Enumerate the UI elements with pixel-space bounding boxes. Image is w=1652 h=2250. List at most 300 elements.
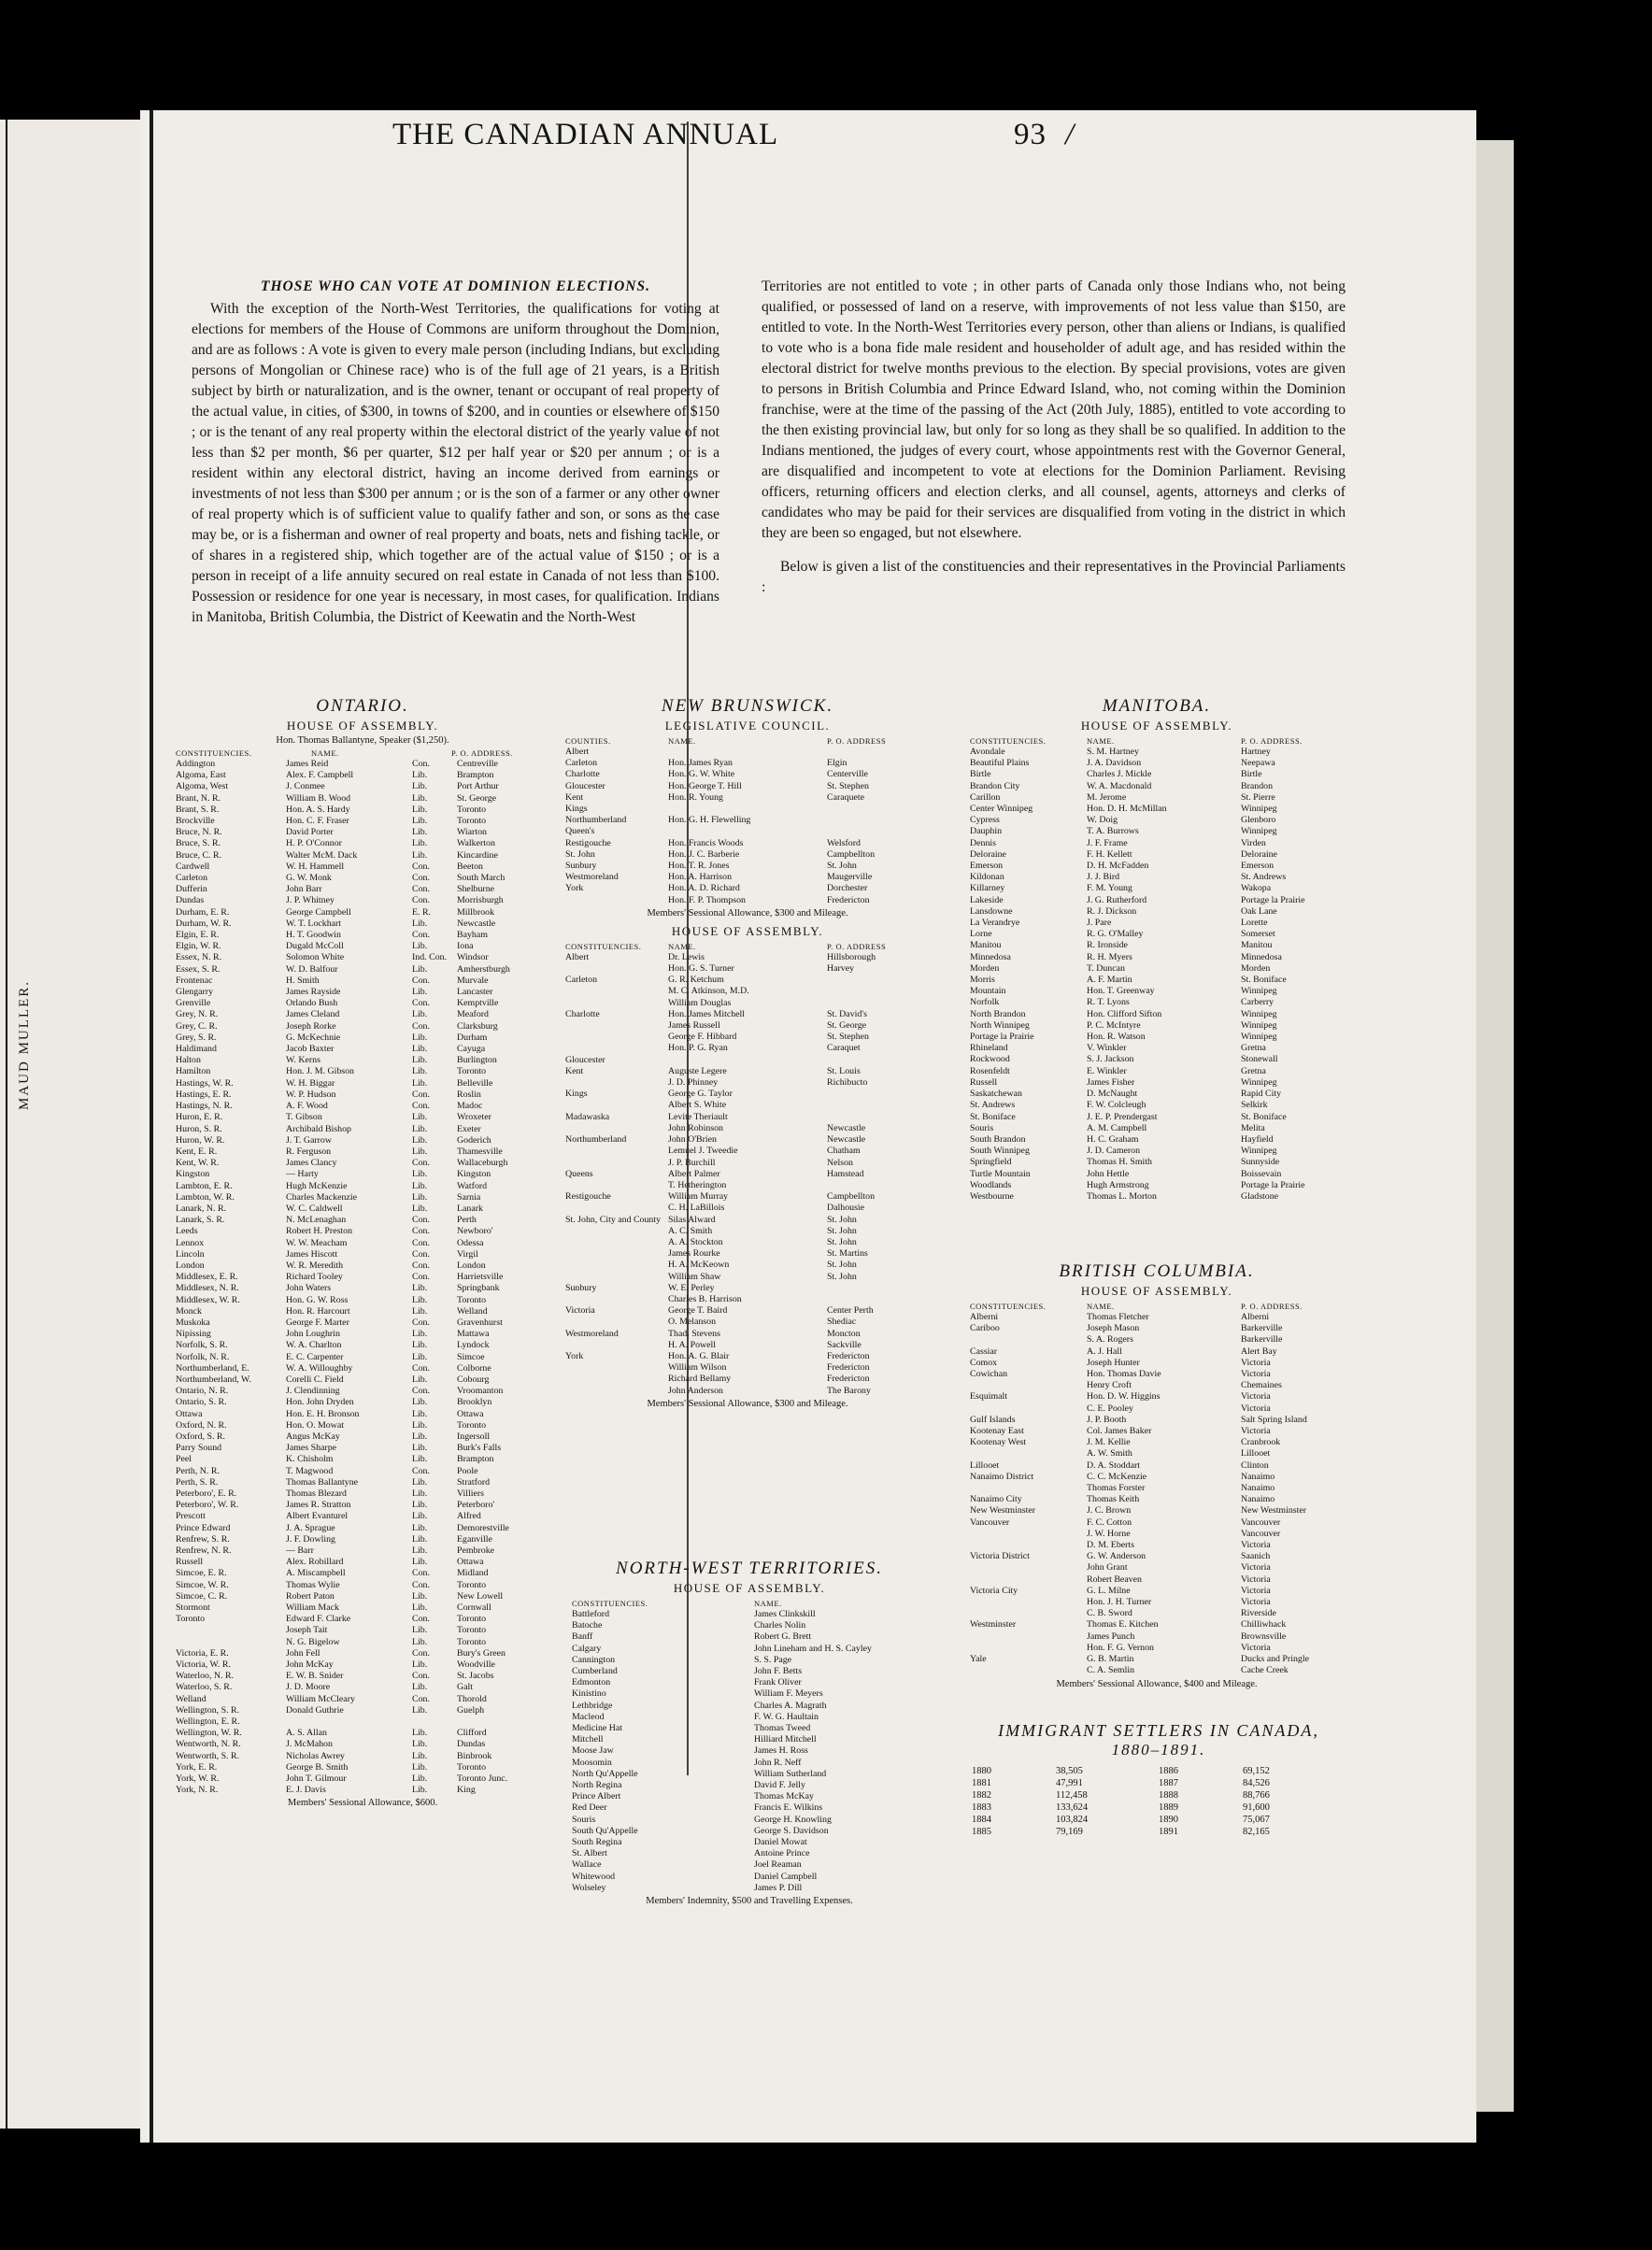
table-cell: R. H. Myers — [1087, 951, 1132, 962]
table-cell: Bruce, C. R. — [176, 849, 222, 861]
table-cell: John F. Betts — [754, 1666, 803, 1677]
table-row — [970, 906, 1344, 918]
table-cell: Con. — [412, 975, 430, 986]
table-cell: Elgin, W. R. — [176, 941, 221, 952]
table-row — [572, 1802, 927, 1814]
table-row — [176, 793, 549, 805]
table-row — [176, 919, 549, 930]
table-cell: Charles Nolin — [754, 1620, 806, 1631]
table-cell: 112,458 — [1056, 1790, 1088, 1801]
table-cell: Walter McM. Dack — [286, 849, 358, 861]
table-cell: Newcastle — [827, 1122, 866, 1133]
table-cell: 79,169 — [1056, 1827, 1083, 1837]
table-cell: Hilliard Mitchell — [754, 1734, 817, 1745]
table-cell: Rosenfeldt — [970, 1065, 1010, 1076]
margin-label: MAUD MULLER. — [17, 980, 32, 1110]
table-cell: Charles Mackenzie — [286, 1191, 357, 1203]
table-row — [572, 1826, 927, 1837]
table-cell: St. George — [457, 792, 497, 804]
table-cell: Richard Bellamy — [668, 1374, 732, 1385]
table-row — [970, 952, 1344, 963]
table-cell: St. Boniface — [1241, 1111, 1287, 1122]
table-cell: E. Winkler — [1087, 1065, 1127, 1076]
table-cell: Kent, E. R. — [176, 1146, 218, 1157]
table-cell: R. J. Dickson — [1087, 905, 1137, 917]
table-cell: Brampton — [457, 1454, 494, 1465]
table-cell: Lib. — [412, 804, 428, 815]
table-row — [565, 1329, 930, 1340]
table-row — [970, 1654, 1344, 1665]
table-row — [970, 1586, 1344, 1597]
table-cell — [827, 1180, 930, 1191]
table-row — [176, 873, 549, 884]
table-cell: St. Martins — [827, 1248, 868, 1260]
table-cell: Lib. — [412, 792, 428, 804]
table-row — [970, 1112, 1344, 1123]
table-cell: Birtle — [1241, 769, 1262, 780]
table-cell: St. Stephen — [827, 780, 869, 791]
table-row — [565, 1272, 930, 1283]
table-cell: Portage la Prairie — [970, 1032, 1034, 1043]
table-row — [176, 1317, 549, 1329]
table-cell: Murvale — [457, 975, 489, 986]
table-cell — [565, 963, 668, 975]
table-cell: Con. — [412, 1568, 430, 1579]
table-cell: J. D. Phinney — [668, 1077, 719, 1089]
table-cell: V. Winkler — [1087, 1043, 1127, 1054]
table-cell: Medicine Hat — [572, 1723, 623, 1734]
table-cell — [565, 1146, 668, 1157]
table-cell: Durham, W. R. — [176, 918, 232, 929]
table-cell: James Punch — [1087, 1631, 1135, 1642]
table-row — [565, 1112, 930, 1123]
table-cell: A. M. Campbell — [1087, 1122, 1147, 1133]
table-cell: Robert Beaven — [1087, 1574, 1142, 1585]
table-cell: Maugerville — [827, 872, 873, 883]
table-cell: Lib. — [412, 1443, 428, 1454]
table-cell: Oxford, N. R. — [176, 1419, 227, 1431]
table-row — [176, 1682, 549, 1693]
table-cell: Con. — [412, 1158, 430, 1169]
table-cell: Clifford — [457, 1728, 487, 1739]
table-cell: John Hettle — [1087, 1168, 1130, 1179]
table-cell: Moncton — [827, 1328, 861, 1339]
table-cell: James Fisher — [1087, 1076, 1135, 1088]
table-cell: Northumberland, W. — [176, 1374, 251, 1385]
table-cell — [565, 1260, 668, 1271]
table-row — [572, 1883, 927, 1894]
table-cell: Ind. Con. — [412, 952, 448, 963]
table-cell: Victoria — [1241, 1357, 1271, 1368]
table-cell: Mountain — [970, 986, 1006, 997]
table-cell: Con. — [412, 895, 430, 906]
table-cell: Hon. A. Harrison — [668, 872, 733, 883]
table-row — [176, 1021, 549, 1032]
table-cell — [970, 1643, 1087, 1654]
table-row — [970, 792, 1344, 804]
table-cell: Bayham — [457, 930, 488, 941]
table-row — [176, 816, 549, 827]
table-row — [565, 895, 930, 906]
table-cell: Con. — [412, 861, 430, 872]
table-cell: Victoria — [1241, 1403, 1271, 1414]
bc-title: BRITISH COLUMBIA. — [1059, 1261, 1255, 1281]
table-cell: — Barr — [286, 1545, 314, 1557]
table-cell: Toronto Junc. — [457, 1773, 508, 1785]
table-cell: Thad. Stevens — [668, 1328, 720, 1339]
table-cell: Alberni — [970, 1312, 999, 1322]
table-cell: Kings — [565, 804, 588, 815]
table-cell: Brandon City — [970, 780, 1020, 791]
table-cell: Lib. — [412, 1522, 428, 1533]
table-cell: Prince Albert — [572, 1791, 621, 1802]
table-cell: St. John, City and County — [565, 1214, 662, 1225]
table-cell: Millbrook — [457, 906, 495, 918]
table-row — [970, 1517, 1344, 1529]
table-cell: Winnipeg — [1241, 804, 1277, 815]
table-cell — [668, 826, 827, 837]
table-cell: Guelph — [457, 1704, 485, 1716]
bc-column-header — [970, 1302, 1344, 1311]
table-cell — [565, 986, 668, 997]
table-cell: Col. James Baker — [1087, 1426, 1152, 1437]
table-row — [176, 1545, 549, 1557]
table-row — [176, 1352, 549, 1363]
table-cell — [457, 1716, 549, 1728]
table-cell: Belleville — [457, 1077, 493, 1089]
table-cell: Galt — [457, 1682, 474, 1693]
table-cell: J. F. Dowling — [286, 1533, 335, 1545]
table-cell: Vancouver — [1241, 1528, 1281, 1539]
table-row — [176, 1762, 549, 1773]
table-row — [970, 769, 1344, 780]
table-cell: Simcoe, E. R. — [176, 1568, 227, 1579]
table-cell: Hastings, W. R. — [176, 1077, 234, 1089]
table-cell: Winnipeg — [1241, 986, 1277, 997]
table-cell: Durham, E. R. — [176, 906, 230, 918]
table-cell — [565, 1362, 668, 1374]
table-cell: J. Pare — [1087, 918, 1112, 929]
table-row — [176, 895, 549, 906]
table-cell: Hon. Thomas Davie — [1087, 1369, 1161, 1380]
table-row — [572, 1723, 927, 1734]
table-row — [970, 1529, 1344, 1540]
immigrants-section — [972, 1721, 1346, 1838]
table-cell — [827, 986, 930, 997]
table-cell: Barkerville — [1241, 1334, 1283, 1346]
table-cell: J. C. Brown — [1087, 1505, 1132, 1517]
ontario-speaker: Hon. Thomas Ballantyne, Speaker ($1,250). — [276, 735, 449, 746]
table-cell: D. McNaught — [1087, 1089, 1138, 1100]
table-row — [970, 1066, 1344, 1077]
table-cell: Joseph Mason — [1087, 1323, 1140, 1334]
manitoba-section — [970, 696, 1344, 1203]
table-row — [970, 747, 1344, 758]
table-cell: 38,505 — [1056, 1766, 1083, 1776]
table-cell: Shediac — [827, 1317, 857, 1328]
table-row — [176, 1306, 549, 1317]
table-cell: Queen's — [565, 826, 595, 837]
table-cell: Deloraine — [1241, 848, 1277, 860]
table-cell: G. W. Anderson — [1087, 1551, 1146, 1562]
table-row — [176, 1705, 549, 1716]
table-cell: Lib. — [412, 1146, 428, 1157]
table-cell: Lemuel J. Tweedie — [668, 1146, 738, 1157]
table-cell: Lib. — [412, 1191, 428, 1203]
table-cell: Campbellton — [827, 1191, 876, 1203]
table-cell: Albert S. White — [668, 1100, 727, 1111]
table-cell — [970, 1334, 1087, 1346]
table-row — [572, 1758, 927, 1769]
table-row — [565, 1362, 930, 1374]
table-row — [176, 1591, 549, 1602]
table-cell: Hon. T. R. Jones — [668, 861, 730, 872]
table-row — [565, 998, 930, 1009]
nw-title: NORTH-WEST TERRITORIES. — [616, 1559, 883, 1578]
table-cell: Lib. — [412, 1112, 428, 1123]
table-cell: Angus McKay — [286, 1431, 340, 1442]
nb-assembly: HOUSE OF ASSEMBLY. — [671, 923, 824, 938]
table-cell: James Clancy — [286, 1158, 337, 1169]
table-cell: E. C. Carpenter — [286, 1351, 344, 1362]
table-cell: Hon. G. W. White — [668, 769, 735, 780]
table-cell: Morris — [970, 975, 995, 986]
table-cell — [565, 1248, 668, 1260]
table-cell: John O'Brien — [668, 1134, 717, 1146]
table-cell — [970, 1631, 1087, 1643]
table-cell: Dorchester — [827, 883, 868, 894]
table-cell: John McKay — [286, 1659, 334, 1671]
table-cell: Restigouche — [565, 837, 611, 848]
nb-assembly-column-header — [565, 942, 930, 951]
table-cell: Nanaimo — [1241, 1483, 1275, 1494]
table-cell: Norfolk, S. R. — [176, 1340, 228, 1351]
table-row — [970, 1358, 1344, 1369]
table-row — [565, 1020, 930, 1032]
table-cell: R. G. O'Malley — [1087, 929, 1144, 940]
table-cell: 84,526 — [1243, 1778, 1270, 1788]
table-cell: Toronto — [457, 1761, 487, 1773]
table-cell: York, W. R. — [176, 1773, 220, 1785]
table-cell: George T. Baird — [668, 1305, 728, 1317]
manitoba-title: MANITOBA. — [1102, 696, 1212, 716]
table-cell — [565, 895, 668, 906]
table-cell: Peterboro' — [457, 1500, 495, 1511]
table-row — [176, 1648, 549, 1659]
table-cell: Roslin — [457, 1089, 481, 1100]
table-cell: Manitou — [970, 940, 1002, 951]
table-row — [565, 975, 930, 986]
table-cell: C. E. Pooley — [1087, 1403, 1133, 1414]
table-cell: George F. Marter — [286, 1317, 349, 1328]
table-cell: Wallaceburgh — [457, 1158, 508, 1169]
table-cell — [827, 826, 930, 837]
table-cell: J. Clendinning — [286, 1386, 340, 1397]
table-row — [572, 1644, 927, 1655]
table-row — [565, 1191, 930, 1203]
table-row — [572, 1688, 927, 1700]
table-row — [970, 1574, 1344, 1586]
table-cell: Salt Spring Island — [1241, 1414, 1307, 1425]
table-cell: M. Jerome — [1087, 791, 1127, 803]
table-cell: 47,991 — [1056, 1778, 1083, 1788]
table-cell: Hon. R. Young — [668, 791, 723, 803]
table-cell: Toronto — [457, 1579, 487, 1590]
table-cell: Dugald McColl — [286, 941, 344, 952]
table-cell: Lib. — [412, 1340, 428, 1351]
table-cell: Toronto — [457, 1625, 487, 1636]
table-cell: Goderich — [457, 1134, 491, 1146]
col-name: NAME. — [1087, 736, 1115, 746]
table-cell: Lib. — [412, 1077, 428, 1089]
table-cell: Charles B. Harrison — [668, 1293, 742, 1304]
table-cell: William F. Meyers — [754, 1688, 823, 1700]
table-cell: George S. Davidson — [754, 1825, 829, 1836]
table-cell: Norfolk — [970, 997, 1000, 1008]
table-cell: Dundas — [457, 1739, 486, 1750]
table-cell: Peterboro', E. R. — [176, 1488, 237, 1499]
table-cell: — Harty — [286, 1169, 319, 1180]
table-cell: Nipissing — [176, 1329, 211, 1340]
table-cell: Brownsville — [1241, 1631, 1287, 1642]
table-cell: Caraquete — [827, 791, 865, 803]
table-cell: Addington — [176, 759, 216, 769]
page-spine — [150, 110, 153, 2143]
table-row — [970, 1191, 1344, 1203]
table-cell: Emerson — [1241, 861, 1275, 872]
table-cell: Hillsborough — [827, 951, 876, 962]
table-cell: North Regina — [572, 1780, 622, 1791]
table-cell: J. A. Davidson — [1087, 758, 1142, 769]
col-constituency: CONSTITUENCIES. — [176, 748, 252, 758]
table-cell: Con. — [412, 1260, 430, 1271]
table-cell: Lib. — [412, 1419, 428, 1431]
table-cell: Rockwood — [970, 1054, 1010, 1065]
table-row — [970, 1100, 1344, 1111]
table-cell: South Qu'Appelle — [572, 1825, 638, 1836]
table-cell: Victoria District — [970, 1551, 1030, 1562]
table-cell: William B. Wood — [286, 792, 351, 804]
table-cell: Glengarry — [176, 987, 214, 998]
table-cell — [565, 1340, 668, 1351]
table-cell: Donald Guthrie — [286, 1704, 344, 1716]
table-row — [572, 1791, 927, 1802]
table-row — [176, 1637, 549, 1648]
table-cell: Pembroke — [457, 1545, 495, 1557]
table-row — [565, 849, 930, 861]
table-cell: S. S. Page — [754, 1654, 792, 1665]
table-cell: W. Kerns — [286, 1055, 320, 1066]
table-cell: Prince Edward — [176, 1522, 231, 1533]
table-cell: Hastings, N. R. — [176, 1101, 233, 1112]
table-cell: Hayfield — [1241, 1133, 1274, 1145]
table-cell: Harrietsville — [457, 1272, 504, 1283]
table-cell: Lethbridge — [572, 1700, 613, 1711]
table-cell: North Brandon — [970, 1008, 1026, 1019]
table-cell — [970, 1529, 1087, 1540]
col-constituency: CONSTITUENCIES. — [565, 941, 642, 951]
table-row — [565, 1283, 930, 1294]
table-cell: St. Andrews — [1241, 872, 1287, 883]
table-row — [176, 805, 549, 816]
table-cell — [970, 1380, 1087, 1391]
table-cell: Carberry — [1241, 997, 1275, 1008]
table-cell: Minnedosa — [970, 951, 1011, 962]
ontario-house: HOUSE OF ASSEMBLY. — [286, 719, 439, 733]
table-row — [970, 1346, 1344, 1358]
table-row — [572, 1859, 927, 1871]
col-address: P. O. ADDRESS — [827, 941, 887, 951]
table-cell: Prescott — [176, 1511, 206, 1522]
table-cell: Chilliwhack — [1241, 1619, 1287, 1631]
table-row — [970, 975, 1344, 986]
table-cell: Robert H. Preston — [286, 1226, 353, 1237]
table-row — [176, 1260, 549, 1272]
table-cell: Kingston — [176, 1169, 210, 1180]
immigrants-table — [972, 1765, 1346, 1838]
table-cell: 69,152 — [1243, 1766, 1270, 1776]
table-cell: Avondale — [970, 747, 1005, 757]
table-cell: Westminster — [970, 1619, 1017, 1631]
table-cell: South March — [457, 873, 506, 884]
table-row — [970, 838, 1344, 849]
table-row — [970, 849, 1344, 861]
intro-below-text: Below is given a list of the constituencies and their representatives in the Provincial Parliaments : — [762, 559, 1346, 595]
table-cell: Lib. — [412, 963, 428, 975]
table-cell: Grey, N. R. — [176, 1009, 219, 1020]
table-row — [176, 827, 549, 838]
table-cell: Russell — [970, 1076, 998, 1088]
table-cell: St. John — [827, 1236, 857, 1247]
table-cell: Rapid City — [1241, 1089, 1282, 1100]
table-cell: Brant, N. R. — [176, 792, 221, 804]
table-cell: George Campbell — [286, 906, 351, 918]
table-cell: Lib. — [412, 849, 428, 861]
table-cell: Con. — [412, 759, 430, 769]
table-cell: Beautiful Plains — [970, 758, 1030, 769]
table-cell: Thomas Ballantyne — [286, 1476, 359, 1488]
table-cell: Dalhousie — [827, 1203, 865, 1214]
table-cell — [565, 1020, 668, 1032]
table-cell: James R. Stratton — [286, 1500, 351, 1511]
table-cell: St. Andrews — [970, 1100, 1016, 1111]
table-cell: Barkerville — [1241, 1323, 1283, 1334]
table-row — [565, 1305, 930, 1317]
table-cell: Sunnyside — [1241, 1157, 1280, 1168]
table-row — [176, 952, 549, 963]
table-cell: Toronto — [176, 1614, 206, 1625]
table-cell: Norfolk, N. R. — [176, 1351, 230, 1362]
table-cell: T. Hetherington — [668, 1179, 727, 1190]
table-cell: Fredericton — [827, 1374, 870, 1385]
table-row — [176, 1112, 549, 1123]
table-cell: Iona — [457, 941, 474, 952]
table-row — [572, 1769, 927, 1780]
table-cell: Henry Croft — [1087, 1380, 1132, 1391]
table-row — [176, 1397, 549, 1408]
table-row — [176, 1215, 549, 1226]
table-cell: Winnipeg — [1241, 826, 1277, 837]
table-cell: St. Boniface — [1241, 975, 1287, 986]
table-cell: H. A. McKeown — [668, 1260, 730, 1271]
table-cell: Con. — [412, 1215, 430, 1226]
table-cell: Hon. E. H. Bronson — [286, 1408, 360, 1419]
table-cell: Renfrew, N. R. — [176, 1545, 232, 1557]
nb-council-column-header — [565, 736, 930, 746]
table-cell: Victoria — [1241, 1585, 1271, 1596]
table-cell: South Winnipeg — [970, 1146, 1030, 1157]
table-cell: Wolseley — [572, 1882, 606, 1893]
